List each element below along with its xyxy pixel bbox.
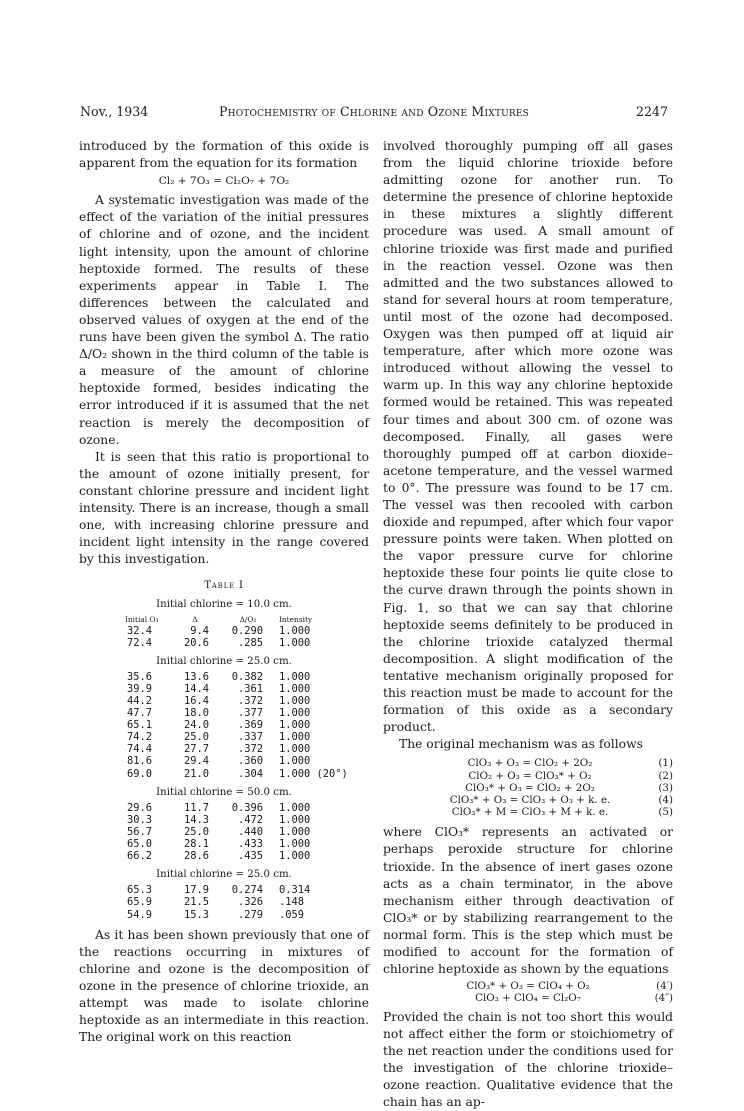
table-cell: 1.000 xyxy=(279,636,311,649)
page-number: 2247 xyxy=(635,104,668,119)
table-cell: 1.000 xyxy=(279,695,311,707)
table-cell: .369 xyxy=(237,719,263,732)
table-cell: 1.000 xyxy=(279,624,311,637)
table-cell: 0.314 xyxy=(279,884,311,897)
column-header: Δ/O₂ xyxy=(239,614,257,624)
table-group-label: Initial chlorine = 25.0 cm. xyxy=(156,869,292,881)
table-row xyxy=(123,768,369,780)
table-cell: 24.0 xyxy=(183,719,209,732)
equation-number: (5) xyxy=(658,806,673,819)
running-header xyxy=(80,104,668,120)
table-cell: 66.2 xyxy=(127,850,153,863)
equation-row xyxy=(383,992,673,1004)
table-cell: 1.000 xyxy=(279,670,311,683)
table-cell: .433 xyxy=(237,838,263,851)
table-cell: 29.4 xyxy=(183,755,209,768)
mechanism-equations xyxy=(383,757,673,818)
table-cell: 1.000 xyxy=(279,825,311,838)
table-cell: 69.0 xyxy=(127,767,153,780)
table-cell: 65.1 xyxy=(127,719,153,732)
paragraph: introduced by the formation of this oxide is apparent from the equation for its formation xyxy=(79,139,369,171)
table-row xyxy=(123,731,369,743)
equation-row xyxy=(383,806,673,818)
table-group xyxy=(79,784,369,863)
table-cell: 1.000 (20°) xyxy=(279,767,348,780)
header-title: Photochemistry of Chlorine and Ozone Mixtures xyxy=(219,104,529,119)
table-cell: 11.7 xyxy=(183,801,209,814)
table-cell: 29.6 xyxy=(127,801,153,814)
table-cell: 27.7 xyxy=(183,743,209,756)
table-cell: 1.000 xyxy=(279,707,311,720)
table-row xyxy=(123,802,369,814)
table-cell: 65.9 xyxy=(127,896,153,909)
paragraph: It is seen that this ratio is proportional to the amount of ozone initially present, for constant chlorine pressure and incident light intensity. There is an increase, though a small one, with increasing chlorine pressure and incident light intensity in the range covered by this investigation. xyxy=(79,449,369,567)
table-column-headers xyxy=(123,615,369,625)
table-cell: 35.6 xyxy=(127,670,153,683)
equation-number: (4′) xyxy=(656,980,673,993)
table-cell: 1.000 xyxy=(279,743,311,756)
table-row xyxy=(123,637,369,649)
table-cell: .472 xyxy=(237,813,263,826)
table-cell: 1.000 xyxy=(279,838,311,851)
table-cell: 65.3 xyxy=(127,884,153,897)
equation: ClO₃ + O₃ = ClO₂ + 2O₂ xyxy=(467,757,593,770)
table-group xyxy=(79,653,369,780)
equation: ClO₃* + M = ClO₃ + M + k. e. xyxy=(451,806,609,819)
table-cell: 1.000 xyxy=(279,719,311,732)
equation: ClO₃ + ClO₄ = Cl₂O₇ xyxy=(475,992,581,1005)
table-cell: 74.2 xyxy=(127,731,153,744)
table-cell: .285 xyxy=(237,636,263,649)
table-cell: .372 xyxy=(237,743,263,756)
table-cell: 65.0 xyxy=(127,838,153,851)
column-header: Δ xyxy=(192,614,198,624)
table-cell: 21.5 xyxy=(183,896,209,909)
left-column xyxy=(79,138,369,1046)
table-cell: 30.3 xyxy=(127,813,153,826)
table-row xyxy=(123,695,369,707)
table-row xyxy=(123,826,369,838)
table-group-label: Initial chlorine = 25.0 cm. xyxy=(156,655,292,667)
table-group-label: Initial chlorine = 50.0 cm. xyxy=(156,786,292,798)
equation-number: (1) xyxy=(658,757,673,770)
table-cell: 28.1 xyxy=(183,838,209,851)
table-cell: 20.6 xyxy=(183,636,209,649)
equation-row xyxy=(383,757,673,769)
table-cell: 54.9 xyxy=(127,908,153,921)
table-cell: 25.0 xyxy=(183,825,209,838)
column-header: Intensity xyxy=(279,614,313,624)
table-cell: 16.4 xyxy=(183,695,209,707)
equation-number: (4) xyxy=(658,793,673,806)
table-cell: .435 xyxy=(237,850,263,863)
table-cell: 25.0 xyxy=(183,731,209,744)
table-cell: 72.4 xyxy=(127,636,153,649)
equation-row xyxy=(383,770,673,782)
table-row xyxy=(123,850,369,862)
table-title: Table I xyxy=(204,580,244,592)
paragraph: The original mechanism was as follows xyxy=(399,737,643,752)
table-cell: 56.7 xyxy=(127,825,153,838)
table-cell: 14.3 xyxy=(183,813,209,826)
table-row xyxy=(123,838,369,850)
table-cell: .377 xyxy=(237,707,263,720)
table-cell: 44.2 xyxy=(127,695,153,707)
equation: ClO₂ + O₃ = ClO₃* + O₂ xyxy=(468,769,592,782)
table-cell: .440 xyxy=(237,825,263,838)
table-cell: 1.000 xyxy=(279,682,311,695)
table-cell: 1.000 xyxy=(279,850,311,863)
column-header: Initial O₃ xyxy=(125,614,159,624)
equation-number: (2) xyxy=(658,769,673,782)
table-cell: 9.4 xyxy=(190,624,209,637)
equation-number: (3) xyxy=(658,781,673,794)
equation-row xyxy=(383,782,673,794)
table-row xyxy=(123,814,369,826)
table-group xyxy=(79,866,369,920)
table-cell: 14.4 xyxy=(183,682,209,695)
equation-row xyxy=(383,794,673,806)
table-cell: 47.7 xyxy=(127,707,153,720)
table-row xyxy=(123,683,369,695)
table-cell: 17.9 xyxy=(183,884,209,897)
table-cell: .337 xyxy=(237,731,263,744)
paragraph: where ClO₃* represents an activated or perhaps peroxide structure for chlorine trioxide. In the absence of inert gases ozone acts as a chain terminator, in the above mechanism either through deactivation of ClO₃* or by stabilizing rearrangement to the normal form. This is the step which must be modified to account for the formation of chlorine heptoxide as shown by the equations xyxy=(383,825,673,977)
table-cell: .279 xyxy=(237,908,263,921)
equation: ClO₃* + O₃ = ClO₂ + 2O₂ xyxy=(465,781,595,794)
table-cell: 0.274 xyxy=(231,884,263,897)
table-cell: 28.6 xyxy=(183,850,209,863)
table-row xyxy=(123,909,369,921)
table-row xyxy=(123,719,369,731)
table-cell: 0.396 xyxy=(231,801,263,814)
table-cell: .372 xyxy=(237,695,263,707)
table-cell: .059 xyxy=(279,908,305,921)
table-cell: 0.290 xyxy=(231,624,263,637)
table-row xyxy=(123,884,369,896)
table-cell: 1.000 xyxy=(279,755,311,768)
equation: ClO₃* + O₃ = ClO₄ + O₂ xyxy=(466,980,590,993)
table-row xyxy=(123,896,369,908)
table-cell: 1.000 xyxy=(279,813,311,826)
table-cell: 13.6 xyxy=(183,670,209,683)
paragraph: A systematic investigation was made of the effect of the variation of the initial pressures of chlorine and of ozone, and the incident light intensity, upon the amount of chlorine heptoxide formed. The results of these experiments appear in Table I. The differences between the calculated and observed values of oxygen at the end of the runs have been given the symbol Δ. The ratio Δ/O₂ shown in the third column of the table is a measure of the amount of chlorine heptoxide formed, besides indicating the error introduced if it is assumed that the net reaction is merely the decomposition of ozone. xyxy=(79,193,369,447)
table-cell: .148 xyxy=(279,896,305,909)
paragraph: Provided the chain is not too short this would not affect either the form or stoichiometry of the net reaction under the conditions used for the investigation of the chlorine trioxide–ozone reaction. Qualitative evidence that the chain has an ap- xyxy=(383,1009,673,1110)
table-row xyxy=(123,755,369,767)
right-column xyxy=(383,138,673,1111)
equation-row xyxy=(383,980,673,992)
table-cell: 1.000 xyxy=(279,801,311,814)
table-cell: .360 xyxy=(237,755,263,768)
table-cell: 81.6 xyxy=(127,755,153,768)
table-row xyxy=(123,625,369,637)
table-cell: 21.0 xyxy=(183,767,209,780)
header-date: Nov., 1934 xyxy=(80,104,149,119)
table-row xyxy=(123,743,369,755)
data-table xyxy=(79,577,369,920)
equation-number: (4″) xyxy=(654,992,673,1005)
table-group-label: Initial chlorine = 10.0 cm. xyxy=(156,599,292,611)
equation: ClO₃* + O₃ = ClO₃ + O₃ + k. e. xyxy=(449,793,611,806)
table-cell: .304 xyxy=(237,767,263,780)
heptoxide-equations xyxy=(383,980,673,1004)
table-group xyxy=(79,596,369,648)
equation-formation: Cl₂ + 7O₃ = Cl₂O₇ + 7O₂ xyxy=(158,175,290,188)
paragraph: As it has been shown previously that one of the reactions occurring in mixtures of chlorine and ozone is the decomposition of ozone in the presence of chlorine trioxide, an attempt was made to isolate chlorine heptoxide as an intermediate in this reaction. The original work on this reaction xyxy=(79,927,369,1045)
table-cell: 32.4 xyxy=(127,624,153,637)
table-cell: 0.382 xyxy=(231,670,263,683)
table-cell: 15.3 xyxy=(183,908,209,921)
table-cell: .361 xyxy=(237,682,263,695)
table-cell: .326 xyxy=(237,896,263,909)
table-cell: 1.000 xyxy=(279,731,311,744)
table-row xyxy=(123,671,369,683)
table-cell: 39.9 xyxy=(127,682,153,695)
paragraph: involved thoroughly pumping off all gases from the liquid chlorine trioxide before admitting ozone for another run. To determine the presence of chlorine heptoxide in these mixtures a slightly different procedure was used. A small amount of chlorine trioxide was first made and purified in the reaction vessel. Ozone was then admitted and the two substances allowed to stand for several hours at room temperature, until most of the ozone had decomposed. Oxygen was then pumped off at liquid air temperature, after which more ozone was introduced without allowing the vessel to warm up. In this way any chlorine heptoxide formed would be retained. This was repeated four times and about 300 cm. of ozone was decomposed. Finally, all gases were thoroughly pumped off at carbon dioxide–acetone temperature, and the vessel warmed to 0°. The pressure was found to be 17 cm. The vessel was then recooled with carbon dioxide and repumped, after which four vapor pressure points were taken. When plotted on the vapor pressure curve for chlorine heptoxide these four points lie quite close to the curve drawn through the points shown in Fig. 1, so that we can say that chlorine heptoxide seems definitely to be produced in the chlorine trioxide catalyzed thermal decomposition. A slight modification of the tentative mechanism originally proposed for this reaction must be made to account for the formation of this oxide as a secondary product. xyxy=(383,139,673,735)
table-cell: 74.4 xyxy=(127,743,153,756)
table-cell: 18.0 xyxy=(183,707,209,720)
table-row xyxy=(123,707,369,719)
